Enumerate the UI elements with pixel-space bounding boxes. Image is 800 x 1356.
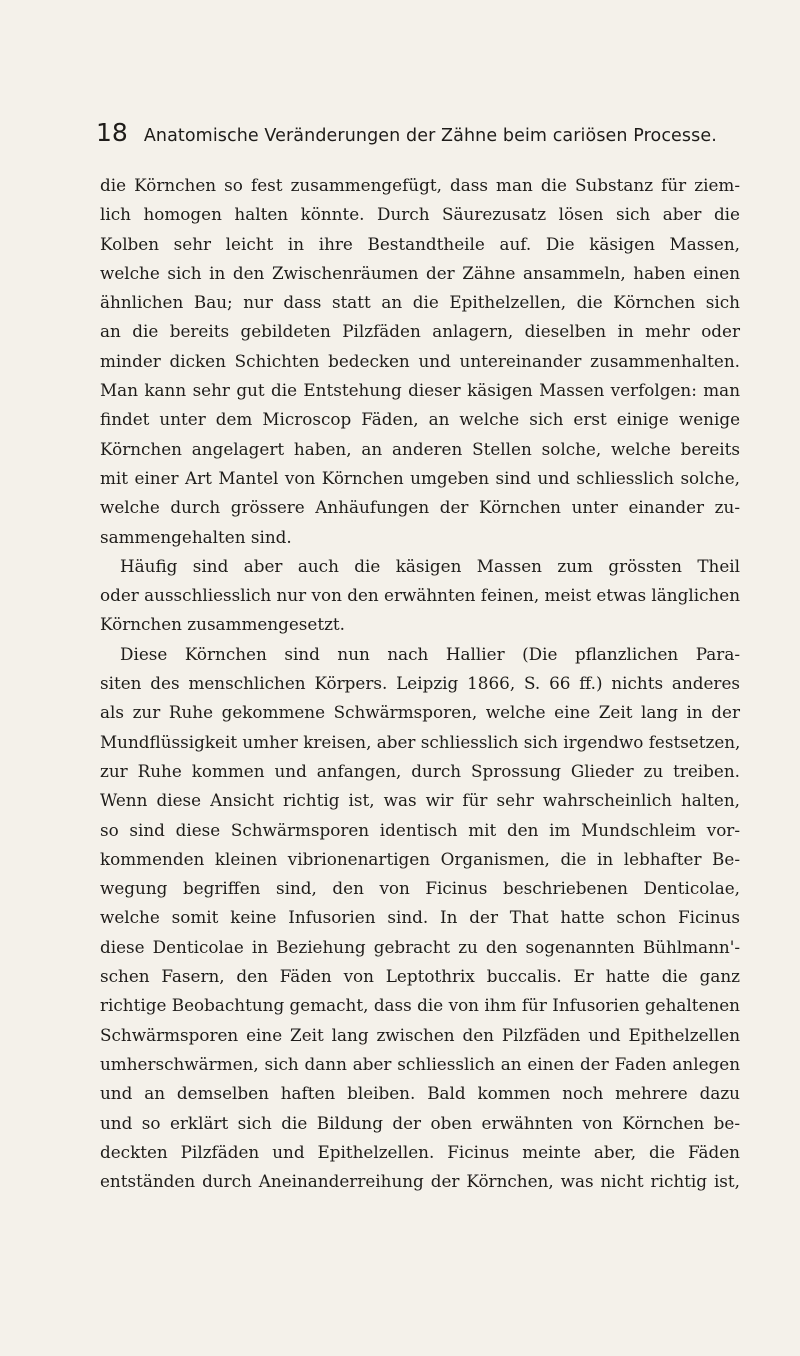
text-line: Häufig sind aber auch die käsigen Massen zum grössten Theil bbox=[120, 555, 740, 576]
text-line: ähnlichen Bau; nur dass statt an die Epithelzellen, die Körnchen sich bbox=[100, 292, 740, 313]
text-line: und an demselben haften bleiben. Bald kommen noch mehrere dazu bbox=[100, 1083, 740, 1104]
text-line: Diese Körnchen sind nun nach Hallier (Die pflanzlichen Para- bbox=[120, 643, 740, 664]
text-line: lich homogen halten könnte. Durch Säurezusatz lösen sich aber die bbox=[100, 204, 740, 225]
text-line: mit einer Art Mantel von Körnchen umgeben sind und schliesslich solche, bbox=[100, 467, 740, 488]
text-line: wegung begriffen sind, den von Ficinus beschriebenen Denticolae, bbox=[100, 878, 740, 899]
text-line: umherschwärmen, sich dann aber schliesslich an einen der Faden anlegen bbox=[100, 1053, 740, 1074]
text-line: kommenden kleinen vibrionenartigen Organismen, die in lebhafter Be- bbox=[100, 848, 740, 869]
text-line: oder ausschliesslich nur von den erwähnten feinen, meist etwas länglichen bbox=[100, 585, 741, 606]
text-line: als zur Ruhe gekommene Schwärmsporen, welche eine Zeit lang in der bbox=[100, 702, 740, 723]
text-line: Wenn diese Ansicht richtig ist, was wir für sehr wahrscheinlich halten, bbox=[100, 790, 740, 811]
text-line: Man kann sehr gut die Entstehung dieser käsigen Massen verfolgen: man bbox=[100, 380, 740, 401]
text-line: Körnchen zusammengesetzt. bbox=[100, 614, 346, 635]
text-line: an die bereits gebildeten Pilzfäden anlagern, dieselben in mehr oder bbox=[100, 321, 740, 342]
text-line: Schwärmsporen eine Zeit lang zwischen den Pilzfäden und Epithelzellen bbox=[100, 1024, 740, 1045]
text-line: diese Denticolae in Beziehung gebracht zu den sogenannten Bühlmann'- bbox=[100, 936, 740, 957]
text-line: die Körnchen so fest zusammengefügt, dass man die Substanz für ziem- bbox=[100, 175, 740, 195]
text-line: zur Ruhe kommen und anfangen, durch Sprossung Glieder zu treiben. bbox=[100, 760, 740, 781]
text-line: richtige Beobachtung gemacht, dass die von ihm für Infusorien gehaltenen bbox=[100, 995, 740, 1016]
running-head bbox=[96, 118, 736, 147]
text-line: schen Fasern, den Fäden von Leptothrix buccalis. Er hatte die ganz bbox=[100, 966, 740, 987]
text-line: welche durch grössere Anhäufungen der Körnchen unter einander zu- bbox=[100, 497, 740, 518]
text-line: entständen durch Aneinanderreihung der Körnchen, was nicht richtig ist, bbox=[100, 1171, 740, 1192]
text-line: Kolben sehr leicht in ihre Bestandtheile auf. Die käsigen Massen, bbox=[100, 233, 740, 254]
text-line: Mundflüssigkeit umher kreisen, aber schliesslich sich irgendwo festsetzen, bbox=[100, 731, 741, 752]
text-line: deckten Pilzfäden und Epithelzellen. Ficinus meinte aber, die Fäden bbox=[100, 1141, 740, 1162]
text-line: findet unter dem Microscop Fäden, an welche sich erst einige wenige bbox=[100, 409, 740, 430]
running-title: Anatomische Veränderungen der Zähne beim cariösen Processe. bbox=[143, 126, 717, 146]
text-line: und so erklärt sich die Bildung der oben erwähnten von Körnchen be- bbox=[100, 1112, 740, 1133]
text-line: siten des menschlichen Körpers. Leipzig 1866, S. 66 ff.) nichts anderes bbox=[100, 673, 740, 694]
text-line: so sind diese Schwärmsporen identisch mit den im Mundschleim vor- bbox=[100, 819, 740, 840]
text-line: welche sich in den Zwischenräumen der Zähne ansammeln, haben einen bbox=[100, 262, 740, 283]
text-line: Körnchen angelagert haben, an anderen Stellen solche, welche bereits bbox=[100, 438, 740, 459]
body-text bbox=[100, 171, 740, 1196]
text-line: minder dicken Schichten bedecken und untereinander zusammenhalten. bbox=[100, 350, 740, 371]
text-line: welche somit keine Infusorien sind. In der That hatte schon Ficinus bbox=[100, 907, 740, 928]
text-line: sammengehalten sind. bbox=[100, 526, 292, 547]
page-number: 18 bbox=[96, 118, 128, 147]
